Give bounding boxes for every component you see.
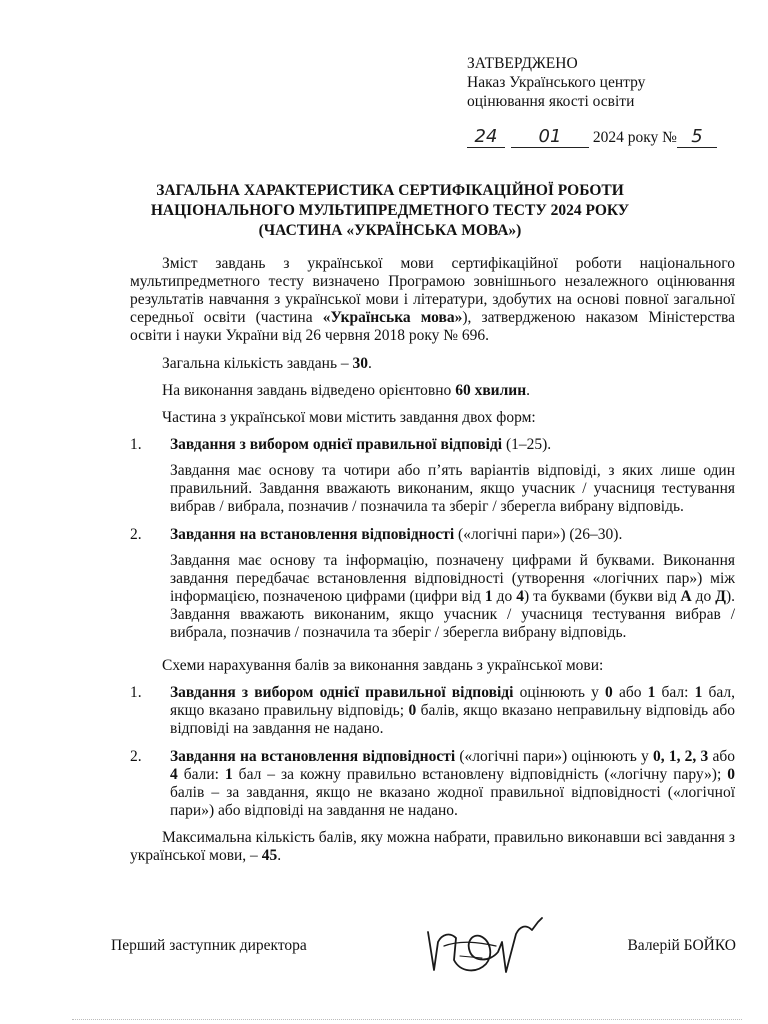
desc-bold: 4 — [516, 588, 524, 605]
scoring-item-1-number: 1. — [130, 684, 142, 701]
scoring-item-2-number: 2. — [130, 748, 142, 765]
handwritten-signature — [420, 912, 560, 984]
scoring-text: оцінюють у — [513, 684, 606, 701]
scoring-heading: Схеми нарахування балів за виконання завдань з української мови: — [162, 657, 604, 674]
task-form-1-range: (1–25). — [502, 436, 552, 453]
desc-text: до — [691, 588, 716, 605]
order-date-line — [467, 128, 757, 148]
task-form-2-description — [130, 552, 735, 642]
date-month: 01 — [538, 126, 562, 147]
total-tasks-value: 30 — [352, 355, 369, 372]
desc-bold: 1 — [484, 588, 493, 605]
total-tasks-end: . — [368, 355, 372, 372]
task-form-2-title: Завдання на встановлення відповідності — [170, 526, 455, 543]
title-line-1: ЗАГАЛЬНА ХАРАКТЕРИСТИКА СЕРТИФІКАЦІЙНОЇ РОБОТИ — [156, 182, 624, 199]
scoring-text: бал – за кожну правильно встановлену відповідність («логічну пару»); — [232, 766, 728, 783]
max-score-end: . — [277, 847, 282, 864]
time-limit — [130, 382, 735, 400]
task-form-1-title: Завдання з вибором однієї правильної відповіді — [170, 436, 503, 453]
desc-text: ) та буквами (букви від — [523, 588, 681, 605]
scoring-text: балів, якщо вказано неправильну відповідь або відповіді на завдання не надано. — [170, 702, 735, 737]
task-form-1 — [130, 436, 735, 454]
scoring-text: бали: — [177, 766, 225, 783]
desc-text: до — [492, 588, 517, 605]
scoring-bold: 4 — [170, 766, 178, 783]
title-line-3: (ЧАСТИНА «УКРАЇНСЬКА МОВА») — [258, 222, 522, 239]
scoring-bold: 0 — [727, 766, 735, 783]
task-form-2-range: («логічні пари») (26–30). — [454, 526, 623, 543]
order-number: 5 — [691, 126, 703, 147]
task-form-1-number: 1. — [130, 436, 142, 453]
title-line-2: НАЦІОНАЛЬНОГО МУЛЬТИПРЕДМЕТНОГО ТЕСТУ 2024 РОКУ — [150, 202, 630, 219]
scoring-text: бал, якщо вказано правильну відповідь; — [170, 684, 735, 719]
scoring-text: («логічні пари») оцінюють у — [455, 748, 653, 765]
document-title — [80, 181, 700, 241]
total-tasks — [130, 355, 735, 373]
desc-bold: Д — [715, 588, 726, 605]
time-limit-end: . — [526, 382, 531, 399]
intro-text-c: ), затвердженою наказом Міністерства освіти і науки України від 26 червня 2018 року № 696. — [130, 309, 735, 344]
task-form-2 — [130, 526, 735, 544]
scoring-bold: 1 — [647, 684, 656, 701]
task-forms-intro: Частина з української мови містить завдання двох форм: — [162, 409, 536, 426]
date-day-field — [467, 128, 505, 148]
date-month-field — [511, 128, 589, 148]
task-form-1-description: Завдання має основу та чотири або п’ять варіантів відповіді, з яких лише один правильний. Завдання вважають виконаним, якщо учасник / учасниця тестування вибрав / вибрала, позначив / позначила та зберіг / зберегла вибрану відповідь. — [170, 462, 735, 515]
order-number-field — [677, 128, 717, 148]
time-limit-value: 60 хвилин — [455, 382, 527, 399]
signatory-name: Валерій БОЙКО — [627, 937, 736, 954]
scoring-text: бал: — [655, 684, 695, 701]
approval-issuer-line2: оцінювання якості освіти — [467, 93, 635, 110]
task-form-2-number: 2. — [130, 526, 142, 543]
desc-bold: А — [680, 588, 692, 605]
document-body — [130, 255, 735, 865]
max-score-text: Максимальна кількість балів, яку можна набрати, правильно виконавши всі завдання з української мови, – — [130, 829, 735, 864]
time-limit-label: На виконання завдань відведено орієнтовно — [162, 382, 456, 399]
intro-text-bold: «Українська мова» — [322, 309, 463, 326]
scoring-item-2-title: Завдання на встановлення відповідності — [170, 748, 456, 765]
approval-block — [467, 54, 747, 111]
scoring-text: або — [612, 684, 648, 701]
total-tasks-label: Загальна кількість завдань – — [162, 355, 353, 372]
scoring-bold: 0 — [605, 684, 613, 701]
scoring-bold: 1 — [694, 684, 703, 701]
date-year-text: 2024 року № — [592, 129, 677, 146]
scoring-item-2 — [130, 748, 735, 820]
approval-label: ЗАТВЕРДЖЕНО — [467, 55, 578, 72]
desc-text: ). Завдання вважають виконаним, якщо учасник / учасниця тестування вибрав / вибрала, позначив / позначила та зберіг / зберегла вибрану відповідь. — [170, 588, 735, 641]
scoring-item-1-title: Завдання з вибором однієї правильної відповіді — [170, 684, 514, 701]
signatory-position: Перший заступник директора — [111, 937, 307, 954]
scoring-bold: 0, 1, 2, 3 — [653, 748, 709, 765]
approval-issuer-line1: Наказ Українського центру — [467, 74, 646, 91]
intro-paragraph — [130, 255, 735, 345]
max-score-value: 45 — [261, 847, 278, 864]
date-day: 24 — [474, 126, 498, 147]
scoring-text: балів – за завдання, якщо не вказано жодної правильної відповідності («логічної пари») або відповіді на завдання не надано. — [170, 784, 735, 819]
intro-text-a: Зміст завдань з української мови сертифікаційної роботи національного мультипредметного тесту визначено Програмою зовнішнього незалежного оцінювання результатів навчання з української мови і літератури, здобутих на основі повної загальної середньої освіти (частина — [130, 255, 735, 326]
desc-text: Завдання має основу та інформацію, позначену цифрами й буквами. Виконання завдання передбачає встановлення відповідності (утворення «логічних пар») між інформацією, позначеною цифрами (цифри від — [170, 552, 735, 605]
scoring-bold: 1 — [224, 766, 233, 783]
page-bottom-edge — [72, 1019, 742, 1020]
scoring-bold: 0 — [408, 702, 417, 719]
scoring-item-1 — [130, 684, 735, 738]
scoring-text: або — [708, 748, 735, 765]
max-score-paragraph — [130, 829, 735, 865]
